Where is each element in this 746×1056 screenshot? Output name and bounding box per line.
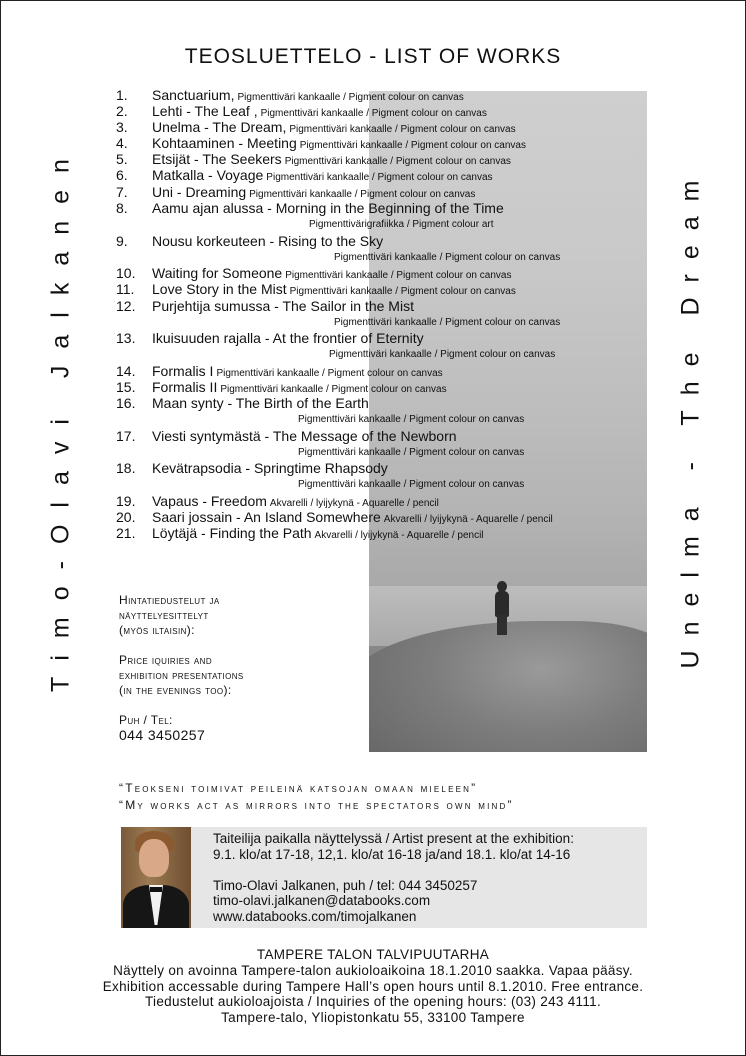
work-technique: Pigmenttiväri kankaalle / Pigment colour on canvas xyxy=(334,317,561,328)
work-technique: Pigmenttiväri kankaalle / Pigment colour on canvas xyxy=(289,286,516,297)
venue-address: Tampere-talo, Yliopistonkatu 55, 33100 Tampere xyxy=(221,1010,525,1026)
artist-details xyxy=(213,831,574,924)
work-technique: Pigmenttiväri kankaalle / Pigment colour on canvas xyxy=(285,270,512,281)
work-number: 9. xyxy=(116,233,128,249)
work-number: 2. xyxy=(116,103,128,119)
work-title xyxy=(152,185,475,200)
inquiry-finnish xyxy=(119,593,359,638)
phone-label: Puh / Tel: xyxy=(119,713,173,727)
work-name: Vapaus - Freedom xyxy=(152,493,267,509)
work-name: Lehti - The Leaf , xyxy=(152,103,258,119)
work-name: Ikuisuuden rajalla - At the frontier of Eternity xyxy=(152,330,424,346)
work-title xyxy=(152,120,516,135)
work-number: 16. xyxy=(116,395,136,411)
portrait-face xyxy=(139,839,169,877)
work-number: 14. xyxy=(116,363,136,379)
work-technique: Pigmenttiväri kankaalle / Pigment colour on canvas xyxy=(260,108,487,119)
work-title xyxy=(152,168,493,183)
phone-number: 044 3450257 xyxy=(119,727,206,743)
artist-portrait xyxy=(121,827,191,928)
work-number: 21. xyxy=(116,525,136,541)
work-number: 13. xyxy=(116,330,136,346)
inquiry-fi-line: näyttelyesittelyt xyxy=(119,608,209,622)
work-technique: Pigmenttiväri kankaalle / Pigment colour on canvas xyxy=(298,414,525,425)
work-name: Sanctuarium, xyxy=(152,87,235,103)
work-name: Purjehtija sumussa - The Sailor in the Mist xyxy=(152,298,414,314)
artist-present-dates: 9.1. klo/at 17-18, 12,1. klo/at 16-18 ja/and 18.1. klo/at 14-16 xyxy=(213,846,571,862)
exhibition-title-text: Unelma - The Dream xyxy=(676,165,705,669)
work-title xyxy=(152,510,553,525)
work-title xyxy=(152,282,516,297)
work-name: Formalis I xyxy=(152,363,214,379)
work-title xyxy=(152,494,439,509)
work-title xyxy=(152,152,511,167)
work-number: 10. xyxy=(116,265,136,281)
work-title xyxy=(152,380,447,395)
work-number: 18. xyxy=(116,460,136,476)
work-title xyxy=(152,104,487,119)
quote-english: “My works act as mirrors into the spectators own mind” xyxy=(119,798,514,812)
artist-website[interactable]: www.databooks.com/timojalkanen xyxy=(213,908,417,924)
work-number: 17. xyxy=(116,428,136,444)
work-number: 5. xyxy=(116,151,128,167)
work-title xyxy=(152,266,511,281)
work-number: 1. xyxy=(116,87,128,103)
work-number: 11. xyxy=(116,281,135,297)
venue-footer xyxy=(1,947,745,1026)
work-technique: Pigmenttiväri kankaalle / Pigment colour on canvas xyxy=(298,447,525,458)
rock-shore xyxy=(369,621,647,752)
work-number: 20. xyxy=(116,509,136,525)
phone-block xyxy=(119,713,359,744)
work-title xyxy=(152,364,443,379)
work-technique: Pigmenttiväri kankaalle / Pigment colour on canvas xyxy=(220,384,447,395)
work-technique: Pigmenttiväri kankaalle / Pigment colour on canvas xyxy=(216,368,443,379)
work-technique: Pigmenttiväri kankaalle / Pigment colour on canvas xyxy=(298,479,525,490)
work-number: 12. xyxy=(116,298,136,314)
opening-inquiries: Tiedustelut aukioloajoista / Inquiries of the opening hours: (03) 243 4111. xyxy=(144,994,602,1010)
work-number: 3. xyxy=(116,119,128,135)
artist-info-box xyxy=(121,827,647,928)
opening-en: Exhibition accessable during Tampere Hall’s open hours until 8.1.2010. Free entrance. xyxy=(102,978,644,994)
work-technique: Akvarelli / lyijykynä - Aquarelle / pencil xyxy=(383,514,553,525)
inquiry-en-line: exhibition presentations xyxy=(119,668,244,682)
work-name: Formalis II xyxy=(152,379,218,395)
work-number: 4. xyxy=(116,135,128,151)
work-name: Nousu korkeuteen - Rising to the Sky xyxy=(152,233,384,249)
work-number: 19. xyxy=(116,493,136,509)
quote-finnish: “Teokseni toimivat peileinä katsojan omaan mieleen” xyxy=(119,781,478,795)
work-name: Aamu ajan alussa - Morning in the Beginning of the Time xyxy=(152,200,504,216)
page-title: TEOSLUETTELO - LIST OF WORKS xyxy=(184,45,562,68)
work-name: Etsijät - The Seekers xyxy=(152,151,282,167)
work-name: Matkalla - Voyage xyxy=(152,167,264,183)
portrait-bowtie xyxy=(150,887,162,892)
work-technique: Akvarelli / lyijykynä - Aquarelle / pencil xyxy=(314,530,484,541)
price-inquiry-block xyxy=(119,593,359,759)
work-technique: Pigmenttiväri kankaalle / Pigment colour on canvas xyxy=(237,92,464,103)
work-technique: Pigmenttiväri kankaalle / Pigment colour on canvas xyxy=(289,124,516,135)
work-name: Saari jossain - An Island Somewhere xyxy=(152,509,381,525)
artist-present-label: Taiteilija paikalla näyttelyssä / Artist present at the exhibition: xyxy=(213,831,574,846)
work-number: 15. xyxy=(116,379,136,395)
work-name: Unelma - The Dream, xyxy=(152,119,287,135)
inquiry-fi-line: Hintatiedustelut ja xyxy=(119,593,220,607)
work-name: Kevätrapsodia - Springtime Rhapsody xyxy=(152,460,388,476)
opening-fi: Näyttely on avoinna Tampere-talon aukioloaikoina 18.1.2010 saakka. Vapaa pääsy. xyxy=(113,962,633,978)
work-technique: Pigmenttiväri kankaalle / Pigment colour on canvas xyxy=(299,140,526,151)
work-number: 7. xyxy=(116,184,128,200)
work-title xyxy=(152,88,464,103)
work-number: 6. xyxy=(116,167,128,183)
work-technique: Pigmenttiväri kankaalle / Pigment colour on canvas xyxy=(329,349,556,360)
work-name: Waiting for Someone xyxy=(152,265,283,281)
work-name: Löytäjä - Finding the Path xyxy=(152,525,312,541)
standing-figure-legs xyxy=(497,615,507,635)
work-technique: Pigmenttiväri kankaalle / Pigment colour on canvas xyxy=(249,189,476,200)
standing-figure xyxy=(495,591,509,617)
works-list xyxy=(1,1,745,561)
work-technique: Akvarelli / lyijykynä - Aquarelle / pencil xyxy=(269,498,439,509)
inquiry-english xyxy=(119,653,359,698)
work-name: Viesti syntymästä - The Message of the Newborn xyxy=(152,428,457,444)
work-technique: Pigmenttiväri kankaalle / Pigment colour on canvas xyxy=(334,252,561,263)
work-technique: Pigmenttivärigrafiikka / Pigment colour art xyxy=(309,219,494,230)
work-name: Love Story in the Mist xyxy=(152,281,287,297)
work-name: Uni - Dreaming xyxy=(152,184,247,200)
venue-title: TAMPERE TALON TALVIPUUTARHA xyxy=(256,947,490,962)
work-title xyxy=(152,136,526,151)
inquiry-en-line: (in the evenings too): xyxy=(119,683,232,697)
work-number: 8. xyxy=(116,200,128,216)
work-technique: Pigmenttiväri kankaalle / Pigment colour on canvas xyxy=(266,172,493,183)
work-name: Maan synty - The Birth of the Earth xyxy=(152,395,369,411)
artist-email[interactable]: timo-olavi.jalkanen@databooks.com xyxy=(213,893,431,908)
work-name: Kohtaaminen - Meeting xyxy=(152,135,297,151)
artist-phone: Timo-Olavi Jalkanen, puh / tel: 044 3450257 xyxy=(213,877,478,893)
artist-name-text: Timo-Olavi Jalkanen xyxy=(46,142,75,692)
inquiry-en-line: Price iquiries and xyxy=(119,653,212,667)
inquiry-fi-line: (myös iltaisin): xyxy=(119,623,195,637)
work-title xyxy=(152,526,484,541)
work-technique: Pigmenttiväri kankaalle / Pigment colour on canvas xyxy=(284,156,511,167)
